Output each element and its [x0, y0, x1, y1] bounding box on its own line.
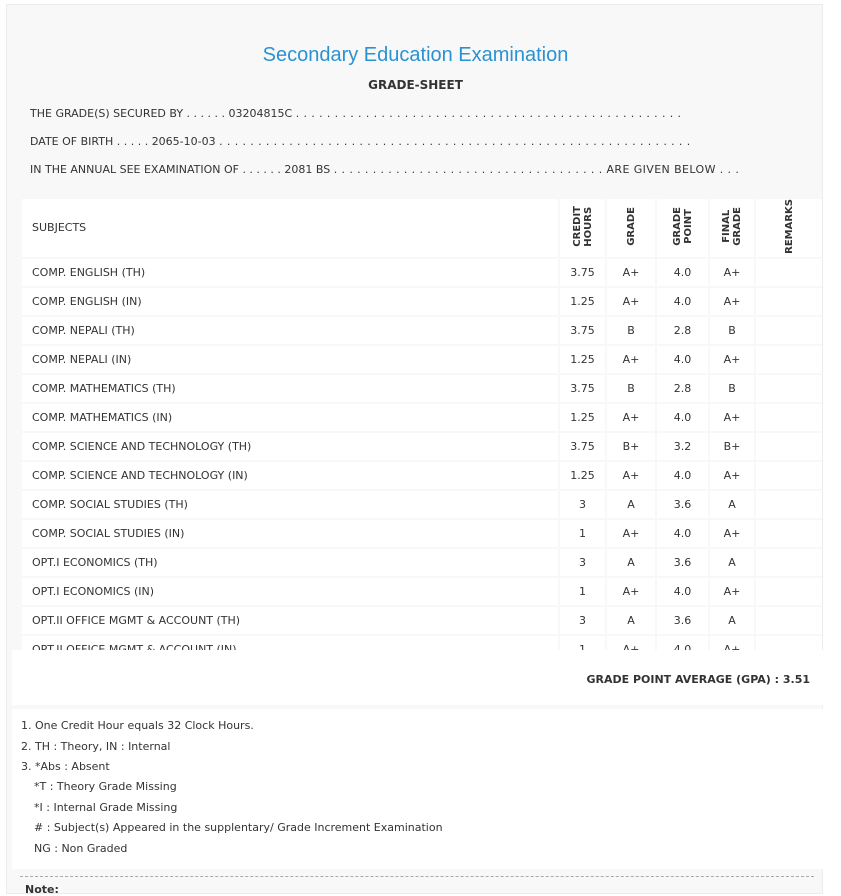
- exam-label: IN THE ANNUAL SEE EXAMINATION OF . . . . . .: [30, 163, 281, 176]
- table-row: [22, 288, 822, 315]
- final-grade-cell: A+: [710, 404, 754, 431]
- grade-point-cell: 3.6: [657, 491, 708, 518]
- secured-by-line: [30, 107, 681, 120]
- remarks-cell: [756, 346, 822, 373]
- remarks-cell: [756, 549, 822, 576]
- dob-line: [30, 135, 691, 148]
- subject-cell: COMP. MATHEMATICS (TH): [22, 375, 558, 402]
- grade-sheet: [6, 4, 823, 894]
- subject-cell: COMP. ENGLISH (TH): [22, 259, 558, 286]
- table-row: [22, 607, 822, 634]
- remarks-cell: [756, 491, 822, 518]
- grade-point-cell: 2.8: [657, 375, 708, 402]
- note-item: 3. *Abs : Absent: [21, 760, 110, 773]
- exam-trail: . . . . . . . . . . . . . . . . . . . . . . . . . . . . . . . . . . . ARE GIVEN BELOW . . .: [333, 163, 740, 176]
- grade-point-cell: 3.6: [657, 607, 708, 634]
- credit-hours-cell: 1.25: [560, 462, 605, 489]
- table-row: [22, 317, 822, 344]
- dob-dots: . . . . . . . . . . . . . . . . . . . . . . . . . . . . . . . . . . . . . . . . . . . . . . . . . . . . . . . . . . . . .: [219, 135, 691, 148]
- grade-point-cell: 4.0: [657, 259, 708, 286]
- header-subjects: SUBJECTS: [22, 199, 558, 257]
- subject-cell: COMP. SCIENCE AND TECHNOLOGY (IN): [22, 462, 558, 489]
- remarks-cell: [756, 317, 822, 344]
- grade-point-cell: 4.0: [657, 578, 708, 605]
- credit-hours-cell: 3.75: [560, 317, 605, 344]
- final-grade-cell: B+: [710, 433, 754, 460]
- remarks-cell: [756, 375, 822, 402]
- symbol-number: 03204815C: [228, 107, 293, 120]
- page-title: Secondary Education Examination: [262, 44, 569, 66]
- grade-point-cell: 4.0: [657, 288, 708, 315]
- notes-box: [12, 709, 824, 869]
- subject-cell: COMP. NEPALI (TH): [22, 317, 558, 344]
- final-grade-cell: A+: [710, 288, 754, 315]
- header-grade-point: GRADE POINT: [657, 199, 708, 257]
- final-grade-cell: A+: [710, 346, 754, 373]
- subject-cell: COMP. SOCIAL STUDIES (TH): [22, 491, 558, 518]
- note-item: 2. TH : Theory, IN : Internal: [21, 740, 171, 753]
- note-label: Note:: [25, 883, 59, 896]
- remarks-cell: [756, 462, 822, 489]
- table-header-row: [22, 199, 822, 257]
- grade-point-cell: 4.0: [657, 404, 708, 431]
- subject-cell: OPT.II OFFICE MGMT & ACCOUNT (TH): [22, 607, 558, 634]
- table-row: [22, 578, 822, 605]
- credit-hours-cell: 3.75: [560, 259, 605, 286]
- grade-point-cell: 2.8: [657, 317, 708, 344]
- credit-hours-cell: 1.25: [560, 404, 605, 431]
- subject-cell: COMP. ENGLISH (IN): [22, 288, 558, 315]
- secured-by-label: THE GRADE(S) SECURED BY . . . . . .: [30, 107, 226, 120]
- credit-hours-cell: 1.25: [560, 346, 605, 373]
- credit-hours-cell: 3.75: [560, 433, 605, 460]
- sheet-subtitle: GRADE-SHEET: [368, 78, 463, 92]
- secured-by-dots: . . . . . . . . . . . . . . . . . . . . . . . . . . . . . . . . . . . . . . . . . . . . . . . . . .: [295, 107, 682, 120]
- final-grade-cell: A: [710, 607, 754, 634]
- remarks-cell: [756, 288, 822, 315]
- header-credit-hours: CREDIT HOURS: [560, 199, 605, 257]
- grade-cell: A: [607, 549, 655, 576]
- table-row: [22, 433, 822, 460]
- credit-hours-cell: 3: [560, 491, 605, 518]
- header-final-grade: FINAL GRADE: [710, 199, 754, 257]
- subject-cell: COMP. MATHEMATICS (IN): [22, 404, 558, 431]
- grade-point-cell: 4.0: [657, 462, 708, 489]
- remarks-cell: [756, 404, 822, 431]
- final-grade-cell: A+: [710, 578, 754, 605]
- grade-cell: A+: [607, 404, 655, 431]
- grade-cell: B+: [607, 433, 655, 460]
- subject-cell: OPT.I ECONOMICS (TH): [22, 549, 558, 576]
- table-row: [22, 520, 822, 547]
- grade-cell: A+: [607, 578, 655, 605]
- note-item: NG : Non Graded: [34, 842, 128, 855]
- grade-cell: A+: [607, 520, 655, 547]
- remarks-cell: [756, 259, 822, 286]
- subject-cell: COMP. SOCIAL STUDIES (IN): [22, 520, 558, 547]
- grades-table: [20, 197, 824, 665]
- credit-hours-cell: 1: [560, 520, 605, 547]
- note-item: *T : Theory Grade Missing: [34, 780, 177, 793]
- final-grade-cell: B: [710, 317, 754, 344]
- table-row: [22, 375, 822, 402]
- final-grade-cell: A+: [710, 520, 754, 547]
- divider: [20, 876, 814, 877]
- credit-hours-cell: 3.75: [560, 375, 605, 402]
- remarks-cell: [756, 578, 822, 605]
- subject-cell: OPT.I ECONOMICS (IN): [22, 578, 558, 605]
- dob-value: 2065-10-03: [151, 135, 216, 148]
- final-grade-cell: A: [710, 491, 754, 518]
- remarks-cell: [756, 433, 822, 460]
- grade-cell: A: [607, 491, 655, 518]
- note-item: # : Subject(s) Appeared in the supplentary/ Grade Increment Examination: [34, 821, 443, 834]
- table-row: [22, 549, 822, 576]
- table-row: [22, 462, 822, 489]
- grade-point-cell: 4.0: [657, 346, 708, 373]
- grade-cell: B: [607, 375, 655, 402]
- header-remarks: REMARKS: [756, 199, 822, 257]
- remarks-cell: [756, 607, 822, 634]
- table-row: [22, 346, 822, 373]
- grade-point-cell: 4.0: [657, 520, 708, 547]
- final-grade-cell: B: [710, 375, 754, 402]
- final-grade-cell: A+: [710, 259, 754, 286]
- exam-line: [30, 163, 739, 176]
- remarks-cell: [756, 520, 822, 547]
- grade-point-cell: 3.6: [657, 549, 708, 576]
- table-row: [22, 259, 822, 286]
- gpa-box: [12, 650, 824, 705]
- gpa-value: GRADE POINT AVERAGE (GPA) : 3.51: [586, 673, 810, 686]
- credit-hours-cell: 1.25: [560, 288, 605, 315]
- grade-cell: A+: [607, 346, 655, 373]
- grade-cell: A+: [607, 259, 655, 286]
- exam-year: 2081 BS: [284, 163, 331, 176]
- grade-cell: B: [607, 317, 655, 344]
- grade-cell: A+: [607, 462, 655, 489]
- table-row: [22, 404, 822, 431]
- credit-hours-cell: 1: [560, 578, 605, 605]
- header-grade: GRADE: [607, 199, 655, 257]
- grade-point-cell: 3.2: [657, 433, 708, 460]
- subject-cell: COMP. NEPALI (IN): [22, 346, 558, 373]
- table-row: [22, 491, 822, 518]
- grade-cell: A: [607, 607, 655, 634]
- note-item: *I : Internal Grade Missing: [34, 801, 178, 814]
- grade-cell: A+: [607, 288, 655, 315]
- note-item: 1. One Credit Hour equals 32 Clock Hours.: [21, 719, 254, 732]
- final-grade-cell: A+: [710, 462, 754, 489]
- credit-hours-cell: 3: [560, 549, 605, 576]
- subject-cell: COMP. SCIENCE AND TECHNOLOGY (TH): [22, 433, 558, 460]
- final-grade-cell: A: [710, 549, 754, 576]
- dob-label: DATE OF BIRTH . . . . .: [30, 135, 149, 148]
- credit-hours-cell: 3: [560, 607, 605, 634]
